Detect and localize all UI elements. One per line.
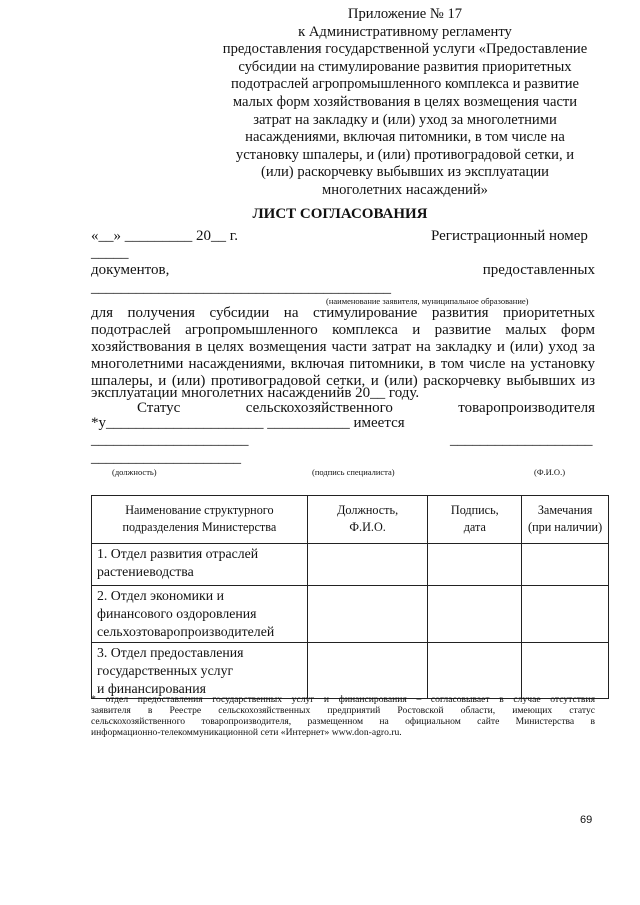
department-cell: 2. Отдел экономики и финансового оздоровления сельхозтоваропроизводителей (92, 586, 308, 643)
footnote-line: сельскохозяйственного товаропроизводителя, размещенном на официальном сайте Министерства в (91, 716, 595, 727)
approval-table (91, 495, 609, 699)
footnote-last-line: информационно-телекоммуникационной сети «Интернет» www.don-agro.ru. (91, 727, 402, 738)
header-cell-department: Наименование структурного подразделения Министерства (92, 496, 308, 544)
header-line: субсидии на стимулирование развития приоритетных (238, 58, 572, 75)
footnote-line: заявителя в Реестре сельскохозяйственных предприятий Ростовской области, имеющих статус (91, 705, 595, 716)
header-line: многолетних насаждений» (322, 181, 488, 198)
table-header-row (92, 496, 609, 544)
purpose-last-line: эксплуатации многолетних насажденийв 20__ году. (91, 385, 420, 401)
header-line: Приложение № 17 (347, 6, 463, 22)
department-cell: 3. Отдел предоставления государственных услуг и финансирования (92, 643, 308, 699)
reg-number-blank: _____ (91, 245, 129, 261)
purpose-line: хозяйствования в целях возмещения части затрат на закладку и (или) уход за (91, 339, 595, 355)
status-line: Статус сельскохозяйственного товаропроизводителя (137, 400, 595, 416)
header-cell-remarks: Замечания (при наличии) (522, 496, 609, 544)
purpose-line: шпалеры, и (или) противоградовой сетки, и (или) раскорчевку выбывших из (91, 373, 595, 389)
header-line: к Административному регламенту (298, 23, 512, 40)
header-line: (или) раскорчевку выбывших из эксплуатации (261, 164, 549, 181)
date-field: «__» _________ 20__ г. (91, 228, 238, 244)
position-blank: _____________________ (91, 432, 249, 448)
position-blank-2: ____________________ (91, 450, 241, 466)
docs-left: документов, (91, 262, 170, 278)
signature-cell[interactable] (428, 586, 522, 643)
header-cell-signature: Подпись, дата (428, 496, 522, 544)
header-line: установку шпалеры, и (или) противоградовой сетки, и (235, 146, 575, 163)
caption-position: (должность) (112, 467, 157, 477)
docs-right: предоставленных (482, 262, 595, 278)
applicant-caption: (наименование заявителя, муниципальное образование) (326, 296, 529, 306)
table-row (92, 544, 609, 586)
position-cell[interactable] (307, 586, 428, 643)
position-cell[interactable] (307, 544, 428, 586)
reg-number-label: Регистрационный номер (431, 228, 588, 244)
appendix-header (200, 6, 610, 200)
table-row (92, 586, 609, 643)
footnote-line: * отдел предоставления государственных услуг и финансирования – согласовывает в случае отсутствия (91, 694, 595, 705)
header-line: подотраслей агропромышленного комплекса и развитие (231, 76, 579, 93)
page-title: ЛИСТ СОГЛАСОВАНИЯ (252, 206, 428, 222)
header-cell-position: Должность, Ф.И.О. (307, 496, 428, 544)
signature-cell[interactable] (428, 544, 522, 586)
purpose-line: многолетними насаждениями, включая питомники, в том числе на установку (91, 356, 595, 372)
remarks-cell[interactable] (522, 586, 609, 643)
remarks-cell[interactable] (522, 544, 609, 586)
remarks-cell[interactable] (522, 643, 609, 699)
applicant-blank: ________________________________________ (91, 280, 391, 296)
name-blank: ___________________ (450, 432, 593, 448)
header-line: затрат на закладку и (или) уход за многолетними (253, 111, 557, 128)
purpose-line: подотраслей агропромышленного комплекса и развитие малых форм (91, 322, 595, 338)
department-cell: 1. Отдел развития отраслей растениеводства (92, 544, 308, 586)
status-line-2: *у_____________________ ___________ имеется (91, 415, 405, 431)
position-cell[interactable] (307, 643, 428, 699)
purpose-line: для получения субсидии на стимулирование развития приоритетных (91, 305, 595, 321)
docs-line (91, 262, 595, 279)
caption-signature: (подпись специалиста) (312, 467, 395, 477)
signature-cell[interactable] (428, 643, 522, 699)
table-row (92, 643, 609, 699)
page-number: 69 (580, 814, 593, 826)
header-line: предоставления государственной услуги «Предоставление (222, 41, 588, 58)
caption-name: (Ф.И.О.) (534, 467, 566, 477)
header-line: малых форм хозяйствования в целях возмещения части (232, 93, 578, 110)
header-line: насаждениями, включая питомники, в том числе на (245, 129, 565, 146)
